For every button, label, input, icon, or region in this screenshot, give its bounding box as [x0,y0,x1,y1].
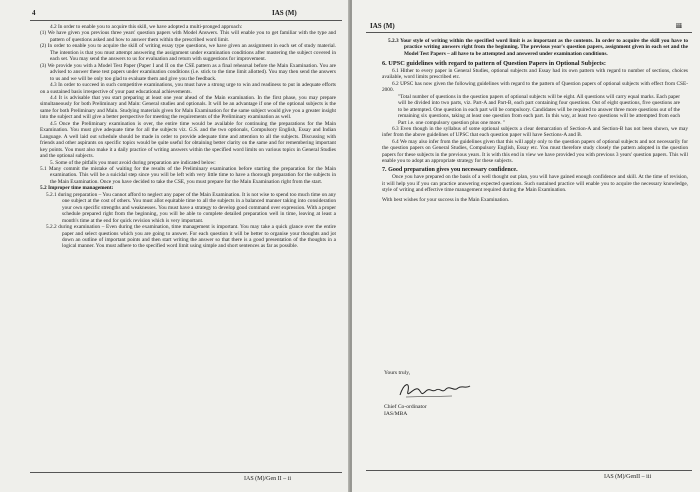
para-5-1: 5.1 Many commit the mistake of waiting for the results of the Preliminary examination before starting the preparation for the Main examination. This will be a suicidal step since you will be left with very little time to have a thorough preparation for the subjects in the Main Examination. Once you have decided to take the CSE, you must prepare for the Main Examination right from the start. [40,165,336,185]
signer-org: IAS/MBA [384,411,408,417]
footer-rule [30,472,342,473]
para-6-1: 6.1 Hither to every paper in General Studies, optional subjects and Essay had its own pattern with regard to number of sections, choices available, word limits prescribed etc. [382,67,688,81]
section-7-title: 7. Good preparation gives you necessary confidence. [382,166,518,173]
closing-yours: Yours truly, [384,370,411,376]
signer-role: Chief Co-ordinator [384,404,427,410]
item-3: (3) We provide you with a Model Test Paper (Paper I and II on the CSE pattern as a final rehearsal before the Main Examination. You are advised to answer these test papers under examination conditions (i.e. stick to the time limit allotted). You may then send the answers to us and we will be only too glad to evaluate them and give you the feedback. [40,62,336,82]
para-4-3: 4.3 In order to succeed in such competitive examinations, you must have a strong urge to win and readiness to put in adequate efforts on a sustained basis irrespective of your past educational achievements. [40,82,336,95]
page-footer: IAS (M)/GenII – iii [604,474,652,480]
running-header: IAS (M) [272,9,297,17]
header-rule [30,20,342,21]
page-corner-number: iii [676,22,682,30]
para-5-2-2: 5.2.2 during examination – Even during the examination, time management is important. You may take a quick glance over the entire paper and select questions which you are going to answer. For each question it will be better to organise your thoughts and jot down an outline of important points and then start writing the answer so that there is a good presentation of the thoughts in a logical manner. You must adhere to the specified word limit using simple and short sentences as far as possible. [46,224,336,250]
page-footer: IAS (M)/Gen II – ii [244,476,291,482]
left-body [40,24,336,250]
footer-rule [366,470,692,471]
para-4-4: 4.4 It is advisable that you start preparing at least one year ahead of the Main examination. In the first phase, you may prepare simultaneously for both Preliminary and Main: General studies and optionals. It will be an advantage if one of the optional subjects is the same for both Preliminary and Main. Studying materials given for Main Examination for the same subject would give you a greater insight into the subject and will give a better perspective for meeting the requirements of the Preliminary examination as well. [40,94,336,121]
signature-image [396,377,476,403]
header-rule [366,32,692,33]
para-5-2-1: 5.2.1 during preparation – You cannot afford to neglect any paper of the Main Examination. It is not wise to spend too much time on any one subject at the cost of others. You must allot equitable time to all the subjects in a balanced manner taking into consideration your own specific strengths and weaknesses. You must have a strategy to develop good command over expression. With a proper schedule prepared right from the beginning, you will be able to complete detailed preparation well in time, leaving at least a month's time at the end for quick revision which is very important. [46,191,336,224]
item-2: (2) In order to enable you to acquire the skill of writing essay type questions, we have given an assignment in each set of study material. The intention is that you must attempt answering the assignment under examination conditions after mastering the subject covered in each set. You may send the answers to us for evaluation and return with suggestions for improvement. [40,43,336,63]
best-wishes: With best wishes for your success in the Main Examination. [382,196,510,203]
running-header: IAS (M) [370,22,395,30]
para-7: Once you have prepared on the basis of a well thought out plan, you will have gained enough confidence and skill. At the time of revision, it will help you if you can practice answering expected questions. Such sustained practice will enable you to acquire the necessary knowledge, style of writing and effective time management required during the Main Examination. [382,174,688,194]
section-5-title: 5. Some of the pitfalls you must avoid during preparation are indicated below: [50,159,216,166]
page-number: 4 [32,9,36,17]
para-6-4: 6.4 We may also infer from the guidelines given that this will apply only to the question papers of optional subjects and not necessarily for the question papers on General Studies, Compulsory English, Essay etc. You must therefore study closely the pattern adopted in the question papers for these subjects in the previous years. It is with this end in view we have provided you with previous 3 years' question papers. This will enable you to adopt an appropriate strategy for these subjects. [382,138,688,165]
upsc-quote: "Total number of questions in the question papers of optional subjects will be eight. All questions will carry equal marks. Each paper will be divided into two parts, viz. Part-A and Part-B, each part containing four questions. Out of eight questions, five questions are to be attempted. One question in each part will be compulsory. Candidates will be required to answer three more questions out of the remaining six questions, taking at least one question from each part. In this way, at least two questions will be attempted from each Part i.e. one compulsory question plus one more. " [398,93,680,126]
right-page [352,0,700,492]
para-4-2: 4.2 In order to enable you to acquire this skill, we have adopted a multi-pronged approach: [50,24,243,30]
section-6-title: 6. UPSC guidelines with regard to pattern of Question Papers in Optional Subjects: [382,60,606,68]
para-6-2: 6.2 UPSC has now given the following guidelines with regard to the pattern of Question papers of optional subjects with effect from CSE-2000. [382,80,688,94]
para-5-2-3: 5.2.3 Your style of writing within the specified word limit is as important as the contents. In order to acquire the skill you have to practice writing answers right from the beginning. The previous year's question papers, assignment given in each set and the Model Test Papers – all have to be attempted and answered under examination conditions. [388,38,688,57]
item-1: (1) We have given you previous three years' question papers with Model Answers. This will enable you to get familiar with the type and pattern of questions asked and how to answer them within the prescribed word limit. [40,30,336,43]
right-body [382,38,688,203]
heading-5-2: 5.2 Improper time management: [40,185,114,192]
para-4-5: 4.5 Once the Preliminary examination is over, the entire time would be available for continuing the preparations for the Main Examination. You must give adequate time for all the subjects viz. G.S. and the two optionals, Compulsory English, Essay and Indian Language. A well laid out schedule should be made in order to provide adequate time and attention to all the subjects. Discussing with friends and other aspirants on specific topics would be quite useful for obtaining better clarity on the same and for remembering important key points. You must also make it a daily practice of writing answers within the specified word limits on various topics in General Studies and the optional subjects. [40,120,336,160]
para-6-3: 6.3 Even though in the syllabus of some optional subjects a clear demarcation of Section-A and Section-B has not been shown, we may infer from the above guidelines of UPSC that each question paper will have Sections-A and B. [382,126,688,139]
